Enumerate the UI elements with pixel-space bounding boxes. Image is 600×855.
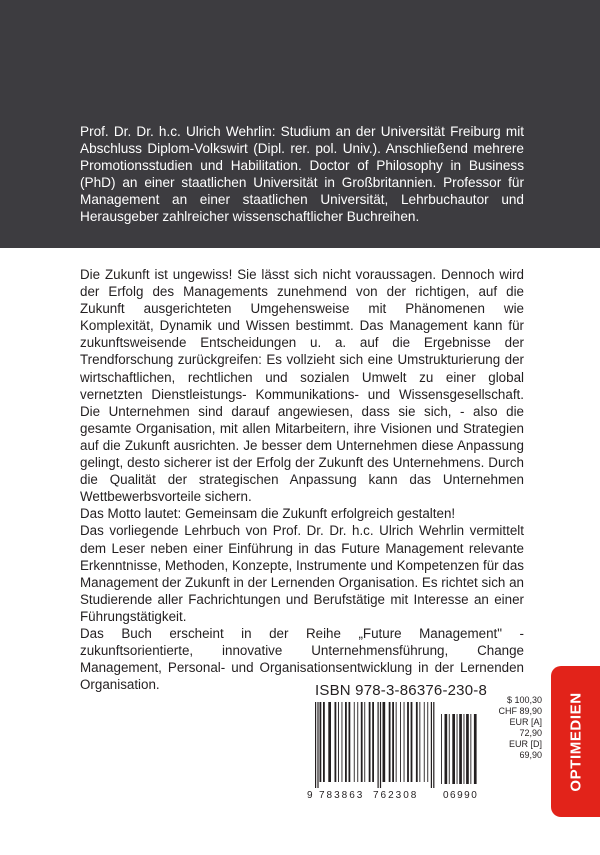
author-bio: Prof. Dr. Dr. h.c. Ulrich Wehrlin: Studium an der Universität Freiburg mit Abschluss Diplom-Volkswirt (Dipl. rer. pol. Univ.). Anschließend mehrere Promotionsstudien und Habilitation. Doctor of Philosophy in Business (PhD) an einer staatlichen Universität in Großbritannien. Professor für Management an einer staatlichen Universität, Lehrbuchautor und Herausgeber zahlreicher wissenschaftlicher Buchreihen. (80, 124, 524, 224)
publisher-tab (551, 666, 600, 817)
barcode-bar (335, 702, 337, 782)
barcode-bar (354, 702, 355, 782)
barcode-right-digits: 762308 (373, 790, 419, 801)
isbn-barcode (303, 702, 487, 802)
barcode-bar (320, 702, 322, 782)
price-list (486, 695, 542, 761)
barcode-bar (404, 702, 405, 782)
barcode-bar (400, 702, 401, 782)
blurb-paragraph: Das vorliegende Lehrbuch von Prof. Dr. Dr. h.c. Ulrich Wehrlin vermittelt dem Leser neben einer Einführung in das Future Management relevante Erkenntnisse, Methoden, Konzepte, Instrumente und Kompetenzen für das Management der Zukunft in der Lernenden Organisation. Es richtet sich an Studierende aller Fachrichtungen und Berufstätige mit Interesse an einer Führungstätigkeit. (80, 523, 524, 624)
barcode-bar (407, 702, 409, 782)
blurb-paragraph: Die Zukunft ist ungewiss! Sie lässt sich nicht voraussagen. Dennoch wird der Erfolg des Managements zunehmend von der richtigen, auf die Zukunft ausgerichteten Umgehensweise mit Phänomenen wie Komplexität, Dynamik und Wissen bestimmt. Das Management kann für zukunftsweisende Entscheidungen u. a. auf die Ergebnisse der Trendforschung zurückgreifen: Es vollzieht sich eine Umstrukturierung der wirtschaftlichen, rechtlichen und sozialen Umwelt zu einer global vernetzten Dienstleistungs- Kommunikations- und Wissensgesellschaft. Die Unternehmen sind darauf angewiesen, dass sie sich, - also die gesamte Organisation, mit allen Mitarbeitern, ihre Visionen und Strategien auf die Zukunft ausrichten. Je besser dem Unternehmen diese Anpassung gelingt, desto sicherer ist der Erfolg der Zukunft des Unternehmens. Durch die Qualität der strategischen Anpassung kann das Unternehmen Wettbewerbsvorteile sichern. (80, 267, 524, 505)
barcode-bar (445, 714, 448, 784)
price-eur-d: EUR [D] 69,90 (508, 739, 542, 760)
price-usd: $ 100,30 (506, 695, 542, 705)
barcode-bar (419, 702, 420, 782)
barcode-bar (457, 714, 458, 784)
barcode-bar (452, 714, 455, 784)
price-chf: CHF 89,90 (498, 706, 542, 716)
barcode-bar (380, 702, 381, 788)
publisher-logo-text: OPTIMEDIEN (567, 691, 584, 792)
barcode-bar (416, 702, 418, 782)
barcode-lead-digit: 9 (307, 790, 313, 801)
barcode-bar (378, 702, 379, 788)
barcode-bar (396, 702, 397, 782)
barcode-bar (392, 702, 394, 782)
barcode-bar (427, 702, 428, 782)
barcode-bar (323, 702, 325, 782)
book-description (80, 266, 524, 693)
barcode-bar (383, 702, 386, 782)
barcode-bar (357, 702, 358, 782)
barcode-bar (424, 702, 425, 782)
barcode-addon-digits: 06990 (443, 790, 479, 801)
barcode-bar (431, 702, 432, 788)
barcode-bar (315, 702, 316, 788)
barcode-bar (364, 702, 365, 782)
blurb-paragraph: Das Buch erscheint in der Reihe „Future Management" - zukunftsorientierte, innovative Unternehmensführung, Change Management, Personal- und Organisationsentwicklung in der Lernenden Organisation. (80, 625, 524, 693)
price-eur-a: EUR [A] 72,90 (509, 717, 542, 738)
barcode-bar (349, 702, 351, 782)
barcode-bar (474, 714, 477, 784)
barcode-bar (345, 702, 347, 782)
barcode-bar (369, 702, 371, 782)
barcode-bar (328, 702, 331, 782)
barcode-bar (464, 714, 465, 784)
barcode-bar (389, 702, 391, 782)
barcode-bar (433, 702, 434, 788)
barcode-bar (342, 702, 343, 782)
blurb-paragraph: Das Motto lautet: Gemeinsam die Zukunft erfolgreich gestalten! (80, 506, 456, 522)
barcode-bar (361, 702, 363, 782)
barcode-bar (466, 714, 469, 784)
barcode-bar (441, 714, 442, 784)
barcode-bar (317, 702, 318, 788)
barcode-bar (470, 714, 471, 784)
barcode-bar (449, 714, 450, 784)
barcode-left-digits: 783863 (319, 790, 365, 801)
barcode-bar (459, 714, 462, 784)
isbn-label: ISBN 978-3-86376-230-8 (315, 682, 488, 699)
barcode-bar (338, 702, 339, 782)
barcode-bar (411, 702, 413, 782)
barcode-bar (372, 702, 374, 782)
